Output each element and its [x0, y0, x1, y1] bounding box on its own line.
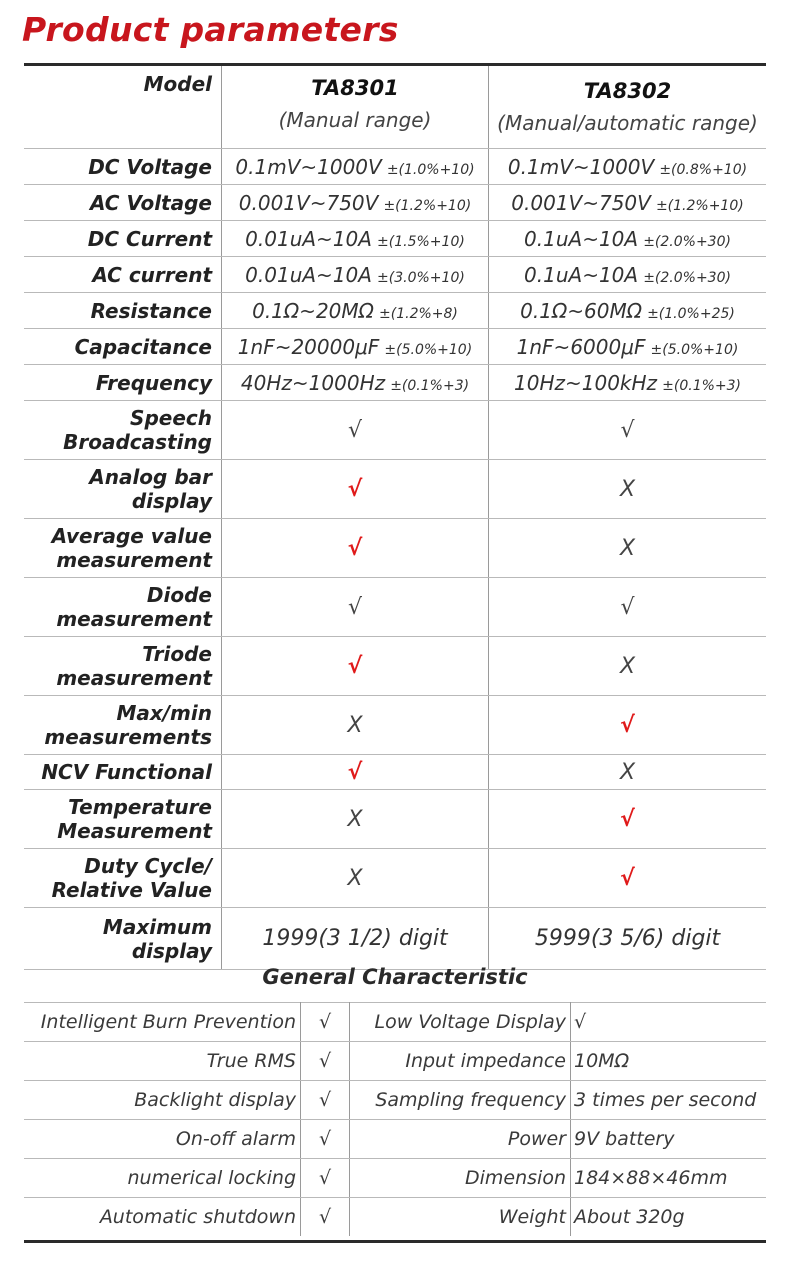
model2-support: [489, 401, 767, 460]
model1-value: 0.001V~750V ±(1.2%+10): [222, 185, 489, 221]
model1-support: [222, 578, 489, 637]
model2-support: [489, 637, 767, 696]
check-mark-icon: √: [347, 476, 363, 502]
check-mark-icon: √: [301, 1120, 350, 1159]
spec-row: [24, 329, 766, 365]
check-mark-icon: √: [301, 1042, 350, 1081]
model2-support: [489, 519, 767, 578]
cross-mark-icon: X: [619, 653, 636, 679]
model2-value: 0.001V~750V ±(1.2%+10): [489, 185, 767, 221]
model1-cell: [222, 66, 489, 149]
feature-label: True RMS: [24, 1042, 301, 1081]
row-label: Temperature Measurement: [24, 790, 222, 849]
row-label: DC Current: [24, 221, 222, 257]
check-mark-icon: √: [347, 653, 363, 679]
model2-support: [489, 460, 767, 519]
row-label: Max/min measurements: [24, 696, 222, 755]
check-mark-icon: √: [347, 535, 363, 561]
model1-name: TA8301: [311, 76, 399, 100]
row-label: Frequency: [24, 365, 222, 401]
row-label: Average value measurement: [24, 519, 222, 578]
model1-support: [222, 696, 489, 755]
model2-value: 0.1Ω~60MΩ ±(1.0%+25): [489, 293, 767, 329]
general-row: [24, 1120, 766, 1159]
max-display-row: [24, 908, 766, 970]
check-mark-icon: √: [620, 712, 635, 738]
row-label: AC Voltage: [24, 185, 222, 221]
model1-value: 0.1mV~1000V ±(1.0%+10): [222, 149, 489, 185]
model-label: Model: [24, 66, 222, 149]
model2-support: [489, 790, 767, 849]
row-label: Duty Cycle/ Relative Value: [24, 849, 222, 908]
parameters-table: [24, 66, 766, 970]
check-mark-icon: √: [347, 594, 363, 620]
feature-row: [24, 849, 766, 908]
model2-value: 1nF~6000μF ±(5.0%+10): [489, 329, 767, 365]
model1-support: [222, 790, 489, 849]
model2-range: (Manual/automatic range): [497, 111, 758, 135]
feature-row: [24, 578, 766, 637]
spec-label: Weight: [498, 1206, 566, 1228]
check-mark-icon: √: [620, 594, 635, 620]
model1-support: [222, 637, 489, 696]
cross-mark-icon: X: [619, 476, 636, 502]
cross-mark-icon: X: [619, 535, 636, 561]
row-label: DC Voltage: [24, 149, 222, 185]
feature-row: [24, 401, 766, 460]
feature-label: On-off alarm: [24, 1120, 301, 1159]
spec-row: [24, 257, 766, 293]
model2-value: 10Hz~100kHz ±(0.1%+3): [489, 365, 767, 401]
feature-row: [24, 696, 766, 755]
model1-range: (Manual range): [278, 108, 432, 132]
feature-row: [24, 519, 766, 578]
general-characteristic-title: General Characteristic: [262, 965, 528, 989]
general-row: [24, 1159, 766, 1198]
model1-value: 40Hz~1000Hz ±(0.1%+3): [222, 365, 489, 401]
model1-support: [222, 401, 489, 460]
model1-value: 1nF~20000μF ±(5.0%+10): [222, 329, 489, 365]
spec-row: [24, 149, 766, 185]
model2-value: 0.1uA~10A ±(2.0%+30): [489, 221, 767, 257]
spec-value: √: [571, 1003, 767, 1042]
row-label: Triode measurement: [24, 637, 222, 696]
cross-mark-icon: X: [347, 865, 363, 891]
model2-support: [489, 755, 767, 790]
feature-row: [24, 637, 766, 696]
row-label: NCV Functional: [24, 755, 222, 790]
spec-value: 10MΩ: [571, 1042, 767, 1081]
model1-support: [222, 460, 489, 519]
check-mark-icon: √: [301, 1003, 350, 1042]
general-row: [24, 1081, 766, 1120]
model1-value: 0.1Ω~20MΩ ±(1.2%+8): [222, 293, 489, 329]
spec-value: About 320g: [571, 1198, 767, 1237]
spec-label: Power: [350, 1120, 571, 1159]
spec-row: [24, 365, 766, 401]
check-mark-icon: √: [301, 1159, 350, 1198]
cross-mark-icon: X: [619, 759, 636, 785]
check-mark-icon: √: [301, 1081, 350, 1120]
feature-label: Automatic shutdown: [99, 1206, 296, 1228]
feature-row: [24, 755, 766, 790]
check-mark-icon: √: [347, 759, 363, 785]
spec-row: [24, 185, 766, 221]
max-display-model2: 5999(3 5/6) digit: [489, 908, 767, 970]
spec-value: 9V battery: [571, 1120, 767, 1159]
model2-support: [489, 578, 767, 637]
spec-label: Low Voltage Display: [350, 1003, 571, 1042]
spec-label: Sampling frequency: [350, 1081, 571, 1120]
general-row: [24, 1042, 766, 1081]
model-header-row: [24, 66, 766, 149]
feature-label: Intelligent Burn Prevention: [24, 1003, 301, 1042]
spec-row: [24, 293, 766, 329]
spec-label: Input impedance: [350, 1042, 571, 1081]
row-label: Diode measurement: [24, 578, 222, 637]
cross-mark-icon: X: [347, 806, 363, 832]
row-label: Capacitance: [24, 329, 222, 365]
row-label: Resistance: [24, 293, 222, 329]
model2-value: 0.1mV~1000V ±(0.8%+10): [489, 149, 767, 185]
feature-row: [24, 460, 766, 519]
model2-name: TA8302: [583, 79, 672, 103]
cross-mark-icon: X: [347, 712, 363, 738]
check-mark-icon: √: [620, 806, 635, 832]
model1-support: [222, 519, 489, 578]
feature-label: numerical locking: [24, 1159, 301, 1198]
row-label: AC current: [24, 257, 222, 293]
spec-value: 3 times per second: [571, 1081, 767, 1120]
model1-support: [222, 755, 489, 790]
check-mark-icon: √: [620, 417, 635, 443]
spec-row: [24, 221, 766, 257]
feature-row: [24, 790, 766, 849]
check-mark-icon: √: [620, 865, 635, 891]
model2-cell: [489, 66, 767, 149]
model1-value: 0.01uA~10A ±(1.5%+10): [222, 221, 489, 257]
row-label: Maximum display: [24, 908, 222, 970]
model2-support: [489, 849, 767, 908]
page-title: Product parameters: [22, 10, 399, 49]
general-row: [24, 1003, 766, 1042]
general-row: [24, 1198, 766, 1237]
bottom-divider: [24, 1240, 766, 1243]
max-display-model1: 1999(3 1/2) digit: [222, 908, 489, 970]
spec-label: Dimension: [350, 1159, 571, 1198]
general-characteristic-table: [24, 1002, 766, 1236]
row-label: Speech Broadcasting: [24, 401, 222, 460]
model2-value: 0.1uA~10A ±(2.0%+30): [489, 257, 767, 293]
check-mark-icon: √: [301, 1198, 350, 1237]
model1-support: [222, 849, 489, 908]
row-label: Analog bar display: [24, 460, 222, 519]
check-mark-icon: √: [347, 417, 363, 443]
model1-value: 0.01uA~10A ±(3.0%+10): [222, 257, 489, 293]
spec-value: 184×88×46mm: [571, 1159, 767, 1198]
feature-label: Backlight display: [24, 1081, 301, 1120]
model2-support: [489, 696, 767, 755]
